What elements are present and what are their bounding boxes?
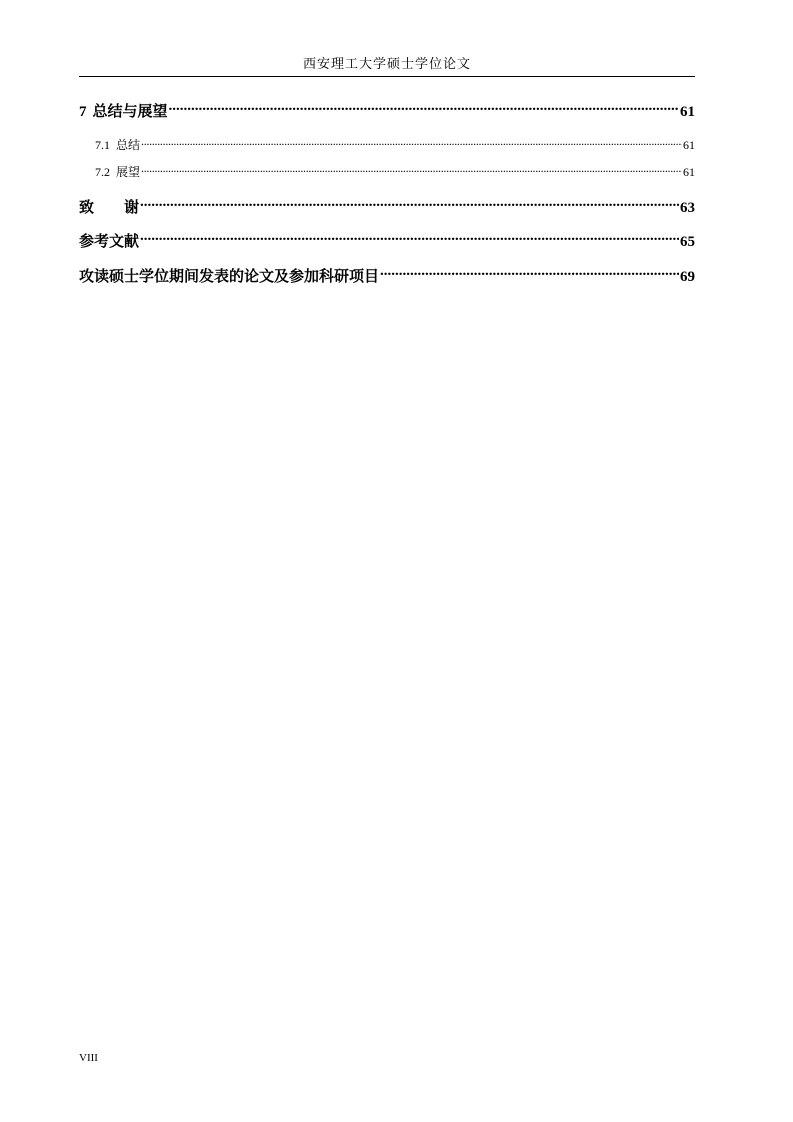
toc-dot-leader: [380, 266, 679, 281]
toc-entry-title: 致 谢: [79, 200, 140, 216]
toc-entry-page: 69: [680, 269, 695, 285]
toc-entry-page: 63: [680, 200, 695, 216]
toc-dot-leader: [169, 101, 679, 116]
toc-entry-publications[interactable]: [79, 266, 695, 286]
toc-entry-title: 总结与展望: [92, 104, 168, 120]
toc-dot-leader: [140, 231, 679, 246]
header-rule: [79, 76, 695, 77]
toc-entry-chapter-7[interactable]: [79, 101, 695, 121]
toc-entry-number: 7.1: [95, 138, 110, 152]
toc-entry-acknowledgements[interactable]: [79, 197, 695, 217]
toc-entry-page: 61: [683, 165, 695, 179]
toc-entry-page: 65: [680, 234, 695, 250]
toc-entry-page: 61: [683, 138, 695, 152]
toc-entry-title: 攻读硕士学位期间发表的论文及参加科研项目: [79, 269, 380, 285]
page-header: 西安理工大学硕士学位论文: [302, 56, 471, 71]
toc-entry-section-7-1[interactable]: [95, 137, 695, 153]
toc-entry-title: 参考文献: [79, 234, 140, 250]
toc-dot-leader: [140, 197, 679, 212]
toc-entry-title: 展望: [116, 165, 141, 179]
page-number: VIII: [79, 1052, 98, 1064]
toc-dot-leader: [141, 137, 682, 149]
toc-entry-number: 7: [79, 104, 87, 120]
toc-entry-number: 7.2: [95, 165, 110, 179]
toc-entry-page: 61: [680, 104, 695, 120]
toc-entry-title: 总结: [116, 138, 141, 152]
toc-dot-leader: [141, 164, 682, 176]
toc-entry-references[interactable]: [79, 231, 695, 251]
toc-entry-section-7-2[interactable]: [95, 164, 695, 180]
